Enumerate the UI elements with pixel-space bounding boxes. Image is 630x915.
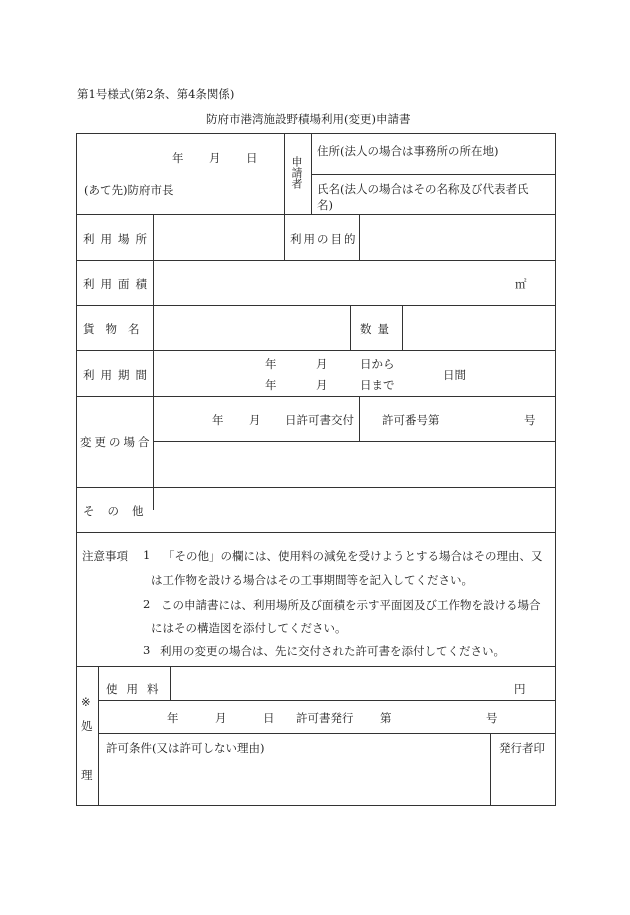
permit-no-prefix: 許可番号第	[382, 413, 440, 427]
note-1-line-1: 「その他」の欄には、使用料の減免を受けようとする場合はその理由、又	[163, 549, 543, 563]
period-days: 日間	[443, 368, 466, 382]
date-month: 月	[209, 151, 221, 165]
note-3-line-1: 利用の変更の場合は、先に交付された許可書を添付してください。	[160, 644, 505, 658]
note-1-number: 1	[143, 548, 151, 562]
purpose-label: 利用の目的	[290, 232, 358, 246]
period-to-year: 年	[265, 378, 277, 392]
change-day: 日許可書交付	[285, 413, 354, 427]
cargo-label: 貨物名	[83, 322, 151, 336]
processing-label-top: 処	[81, 719, 93, 733]
fee-label: 使用料	[106, 682, 168, 696]
issue-no-prefix: 第	[380, 711, 392, 725]
issue-day: 日	[263, 711, 275, 725]
fee-unit: 円	[514, 682, 526, 696]
addressee: (あて先)防府市長	[84, 183, 174, 197]
period-to-month: 月	[316, 378, 328, 392]
issue-text: 許可書発行	[296, 711, 354, 725]
note-1-line-2: は工作物を設ける場合はその工事期間等を記入してください。	[151, 573, 473, 587]
note-2-line-1: この申請書には、利用場所及び面積を示す平面図及び工作物を設ける場合	[161, 598, 541, 612]
form-title: 防府市港湾施設野積場利用(変更)申請書	[206, 112, 411, 126]
note-2-line-2: にはその構造図を添付してください。	[151, 621, 347, 635]
change-month: 月	[249, 413, 261, 427]
period-label: 利用期間	[83, 368, 153, 382]
change-year: 年	[212, 413, 224, 427]
period-from-month: 月	[316, 357, 328, 371]
period-from-year: 年	[265, 357, 277, 371]
applicant-label: 申請者	[290, 156, 303, 189]
change-label: 変更の場合	[80, 435, 153, 449]
note-3-number: 3	[143, 643, 151, 657]
quantity-label: 数量	[360, 322, 395, 336]
other-label: その他	[83, 504, 157, 518]
issuer-seal-label: 発行者印	[499, 741, 545, 755]
date-year: 年	[172, 151, 184, 165]
issue-no-suffix: 号	[486, 711, 498, 725]
name-label-line2: 名)	[317, 198, 333, 212]
address-label: 住所(法人の場合は事務所の所在地)	[317, 144, 499, 158]
area-label: 利用面積	[83, 277, 153, 291]
note-2-number: 2	[143, 597, 151, 611]
period-from-day: 日から	[360, 357, 395, 371]
processing-mark: ※	[81, 695, 91, 709]
period-to-day: 日まで	[360, 378, 395, 392]
form-number: 第1号様式(第2条、第4条関係)	[77, 87, 235, 101]
permit-no-suffix: 号	[524, 413, 536, 427]
notes-heading: 注意事項	[82, 549, 128, 563]
area-unit: ㎡	[515, 277, 527, 291]
location-label: 利用場所	[83, 232, 153, 246]
issue-year: 年	[167, 711, 179, 725]
conditions-label: 許可条件(又は許可しない理由)	[106, 741, 265, 755]
name-label-line1: 氏名(法人の場合はその名称及び代表者氏	[317, 182, 529, 196]
issue-month: 月	[215, 711, 227, 725]
processing-label-bottom: 理	[81, 768, 93, 782]
date-day: 日	[246, 151, 258, 165]
